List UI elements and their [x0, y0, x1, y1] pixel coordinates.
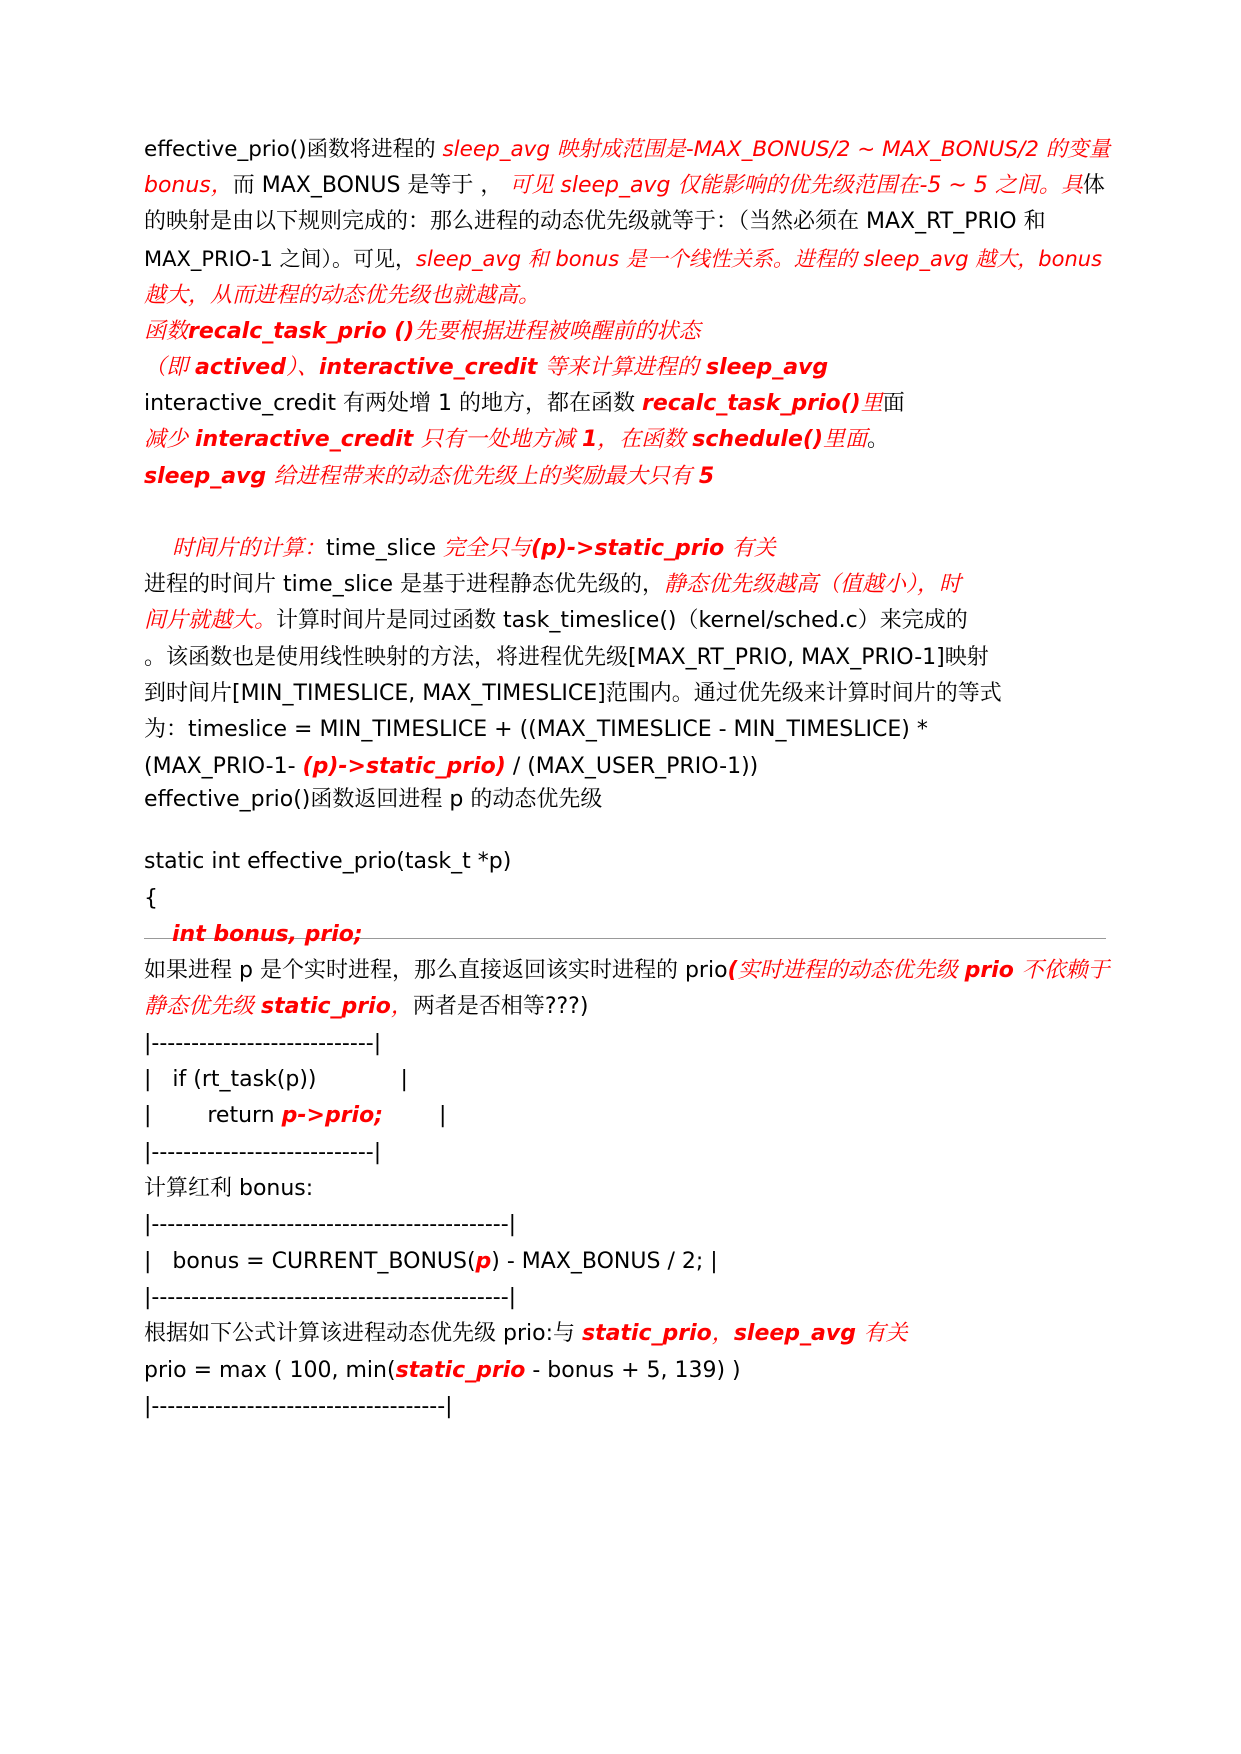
text-line	[144, 679, 1002, 709]
text-line	[144, 1247, 718, 1277]
highlight-run: 只有一处地方减	[420, 427, 582, 452]
highlight-run: p	[475, 1249, 492, 1274]
text-line	[144, 244, 1102, 274]
text-run: 进程的时间片 time_slice 是基于进程静态优先级的，	[144, 572, 665, 597]
text-line	[144, 1356, 741, 1386]
highlight-run: 等来计算进程的	[544, 355, 706, 380]
text-line	[144, 920, 363, 950]
highlight-run: static_prio	[581, 1321, 712, 1346]
text-run: effective_prio()	[144, 137, 307, 162]
highlight-run: sleep_avg 和 bonus 是一个线性关系。进程的 sleep_avg 越大，bonus	[416, 247, 1103, 271]
highlight-run: 可见 sleep_avg 仅能影响的优先级范围在-5	[509, 173, 949, 198]
highlight-run: （即	[144, 355, 195, 380]
text-run: 函数将进程的	[306, 137, 443, 162]
highlight-run: (p)->static_prio	[531, 536, 732, 561]
text-run: |----------------------------|	[144, 1140, 382, 1165]
highlight-run: 时间片的计算：	[171, 536, 326, 561]
text-run: / (MAX_USER_PRIO-1))	[505, 754, 759, 779]
highlight-run: 越大，从而进程的动态优先级也就越高。	[144, 283, 541, 308]
text-line	[144, 135, 1110, 165]
highlight-run: 映射成范围是	[556, 137, 686, 162]
text-run: 而 MAX_BONUS 是等于 ，	[232, 173, 510, 198]
text-run: ) - MAX_BONUS / 2; |	[491, 1249, 718, 1274]
text-run: |---------------------------------------------|	[144, 1212, 517, 1237]
text-run: static int effective_prio(task_t *p)	[144, 849, 512, 874]
highlight-run: 间片就越大。	[144, 608, 277, 633]
highlight-run: int bonus, prio;	[171, 922, 363, 947]
text-run: | if (rt_task(p)) |	[144, 1067, 408, 1092]
highlight-run: recalc_task_prio ()	[188, 319, 415, 344]
text-run: 计算时间片是同过函数 task_timeslice()（kernel/sched.c）来完成的	[276, 608, 968, 633]
text-line	[144, 752, 758, 782]
highlight-run: ~	[948, 173, 974, 198]
highlight-run: 有关	[863, 1321, 908, 1346]
highlight-run: interactive_credit	[318, 355, 545, 380]
highlight-run: actived	[195, 355, 286, 380]
highlight-run: static_prio	[261, 994, 391, 1019]
highlight-run: recalc_task_prio()	[642, 391, 861, 416]
text-line	[144, 353, 828, 383]
text-run: |-------------------------------------|	[144, 1394, 453, 1419]
highlight-run: 静态优先级越高（值越小），时	[664, 572, 962, 597]
highlight-run: 先要根据进程被唤醒前的状态	[414, 319, 701, 344]
text-line	[144, 1319, 908, 1349]
highlight-run: 完全只与	[443, 536, 532, 561]
text-line	[144, 1174, 313, 1204]
highlight-run: MAX_BONUS/2	[882, 137, 1046, 162]
highlight-run: static_prio	[395, 1358, 526, 1383]
highlight-run: 静态优先级	[144, 994, 261, 1019]
text-line	[144, 606, 968, 636]
text-run: - bonus + 5, 139) )	[525, 1358, 741, 1383]
highlight-run: (p)->static_prio)	[302, 754, 506, 779]
text-line	[144, 1210, 516, 1240]
highlight-run: sleep_avg	[442, 137, 557, 162]
text-run: MAX_PRIO-1 之间）。可见，	[144, 247, 417, 271]
text-run: 面	[882, 391, 905, 416]
text-run	[144, 922, 172, 947]
text-run: 到时间片[MIN_TIMESLICE, MAX_TIMESLICE]范围内。通过优先级来计算时间片的等式	[144, 681, 1002, 706]
text-line	[144, 1392, 453, 1422]
highlight-run: 的变量	[1045, 137, 1111, 162]
highlight-run: 5 之间。具	[973, 173, 1083, 198]
text-run: 。	[867, 427, 890, 452]
text-line	[144, 1101, 446, 1131]
text-line	[144, 785, 602, 815]
highlight-run: (	[727, 958, 738, 983]
text-run: 计算红利 bonus:	[144, 1176, 314, 1201]
text-run: 两者是否相等???)	[412, 994, 589, 1019]
text-run: effective_prio()	[144, 787, 311, 812]
text-line	[144, 992, 588, 1022]
text-run: interactive_credit	[144, 391, 344, 416]
highlight-run: ）、	[285, 355, 319, 380]
text-line	[144, 847, 511, 877]
text-run: (MAX_PRIO-1-	[144, 754, 303, 779]
text-line	[144, 425, 889, 455]
text-line	[144, 715, 928, 745]
text-run: 。该函数也是使用线性映射的方法，将进程优先级[MAX_RT_PRIO, MAX_PRIO-1]映射	[144, 645, 989, 670]
highlight-run: ，	[711, 1321, 734, 1346]
text-run: |---------------------------------------------|	[144, 1285, 517, 1310]
text-run: 根据如下公式计算该进程动态优先级 prio:与	[144, 1321, 582, 1346]
text-line	[144, 317, 700, 347]
highlight-run: ，	[390, 994, 413, 1019]
text-line	[144, 207, 1046, 237]
highlight-run: 有关	[731, 536, 776, 561]
highlight-run: bonus，	[144, 173, 233, 198]
text-run: 函数返回进程 p 的动态优先级	[310, 787, 603, 812]
highlight-run: 里	[860, 391, 883, 416]
text-line	[144, 643, 989, 673]
highlight-run: 实时进程的动态优先级	[737, 958, 965, 983]
text-line	[144, 462, 714, 492]
text-line	[144, 1283, 516, 1313]
text-line	[144, 534, 776, 564]
highlight-run: interactive_credit	[195, 427, 421, 452]
highlight-run: schedule()	[692, 427, 823, 452]
text-line	[144, 884, 158, 914]
highlight-run: sleep_avg	[733, 1321, 864, 1346]
highlight-run: sleep_avg	[144, 464, 274, 489]
highlight-run: prio	[964, 958, 1022, 983]
highlight-run: 不依赖于	[1021, 958, 1110, 983]
text-run: {	[144, 886, 158, 911]
text-line	[144, 956, 1110, 986]
highlight-run: 1	[581, 427, 598, 452]
text-run: 为：timeslice = MIN_TIMESLICE + ((MAX_TIMESLICE - MIN_TIMESLICE) *	[144, 717, 928, 742]
highlight-run: ~	[857, 137, 883, 162]
text-line	[144, 1065, 408, 1095]
text-run: 如果进程 p 是个实时进程，那么直接返回该实时进程的 prio	[144, 958, 728, 983]
highlight-run: 里面	[823, 427, 868, 452]
highlight-run: sleep_avg	[705, 355, 829, 380]
text-run: prio = max ( 100, min(	[144, 1358, 396, 1383]
highlight-run: -MAX_BONUS/2	[685, 137, 858, 162]
text-line	[144, 1029, 381, 1059]
text-run: |----------------------------|	[144, 1031, 382, 1056]
text-run: 体	[1082, 173, 1105, 198]
text-line	[144, 171, 1105, 201]
text-run: |	[383, 1103, 447, 1128]
text-line	[144, 389, 905, 419]
highlight-run: 减少	[144, 427, 195, 452]
highlight-run: ，在函数	[597, 427, 693, 452]
text-line	[144, 570, 961, 600]
text-run: | return	[144, 1103, 282, 1128]
highlight-run: 函数	[144, 319, 189, 344]
text-run: time_slice	[326, 536, 444, 561]
highlight-run: 给进程带来的动态优先级上的奖励最大只有	[273, 464, 699, 489]
text-line	[144, 281, 540, 311]
text-line	[144, 1138, 381, 1168]
highlight-run: 5	[698, 464, 715, 489]
text-run: 有两处增 1 的地方，都在函数	[343, 391, 643, 416]
highlight-run: p->prio;	[281, 1103, 383, 1128]
text-run	[144, 536, 172, 561]
text-run: 的映射是由以下规则完成的：那么进程的动态优先级就等于：（当然必须在 MAX_RT_PRIO 和	[144, 209, 1046, 234]
text-run: | bonus = CURRENT_BONUS(	[144, 1249, 476, 1274]
